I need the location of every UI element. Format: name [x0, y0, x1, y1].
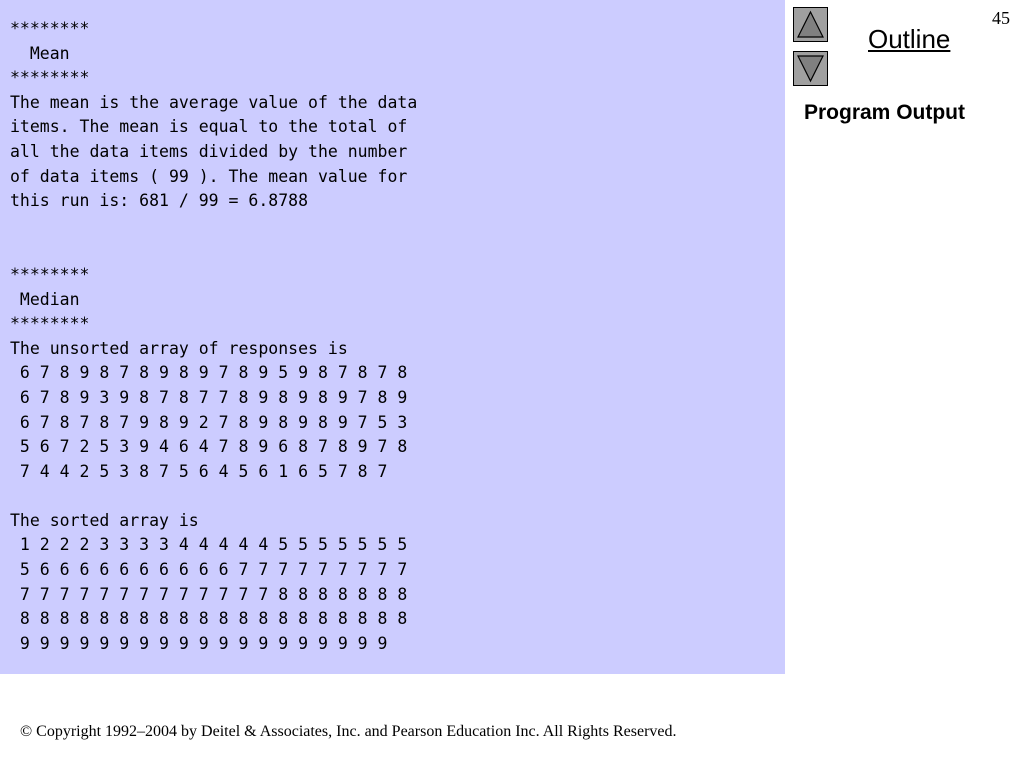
output-line: ******** [10, 314, 90, 334]
output-line: 7 4 4 2 5 3 8 7 5 6 4 5 6 1 6 5 7 8 7 [10, 461, 388, 481]
next-slide-button[interactable] [793, 51, 828, 86]
outline-link[interactable]: Outline [868, 24, 951, 54]
output-line: 8 8 8 8 8 8 8 8 8 8 8 8 8 8 8 8 8 8 8 8 [10, 609, 408, 629]
output-line: ******** [10, 19, 90, 38]
output-line: ******** [10, 264, 90, 284]
output-line: of data items ( 99 ). The mean value for [10, 166, 408, 186]
output-line: The unsorted array of responses is [10, 338, 348, 358]
section-label: Program Output [804, 101, 965, 124]
output-line: all the data items divided by the number [10, 141, 408, 161]
output-line: 7 7 7 7 7 7 7 7 7 7 7 7 7 8 8 8 8 8 8 8 [10, 584, 408, 604]
copyright-notice: © Copyright 1992–2004 by Deitel & Associates, Inc. and Pearson Education Inc. All Rights Reserved. [20, 723, 677, 740]
output-line: Median [10, 289, 80, 309]
triangle-down-icon [795, 53, 826, 84]
previous-slide-button[interactable] [793, 7, 828, 42]
triangle-up-icon [795, 9, 826, 40]
output-line: 1 2 2 2 3 3 3 3 4 4 4 4 4 5 5 5 5 5 5 5 [10, 535, 408, 555]
output-line: items. The mean is equal to the total of [10, 117, 408, 137]
output-line: 6 7 8 9 8 7 8 9 8 9 7 8 9 5 9 8 7 8 7 8 [10, 363, 408, 383]
output-line: Mean [10, 43, 70, 63]
program-output-text [10, 17, 417, 656]
output-line: 5 6 7 2 5 3 9 4 6 4 7 8 9 6 8 7 8 9 7 8 [10, 437, 408, 457]
page-number: 45 [992, 8, 1010, 28]
output-line: The mean is the average value of the data [10, 92, 418, 112]
output-line: this run is: 681 / 99 = 6.8788 [10, 191, 309, 211]
output-line: ******** [10, 68, 90, 88]
output-line: The sorted array is [10, 510, 199, 530]
output-line: 6 7 8 9 3 9 8 7 8 7 7 8 9 8 9 8 9 7 8 9 [10, 387, 408, 407]
output-line: 9 9 9 9 9 9 9 9 9 9 9 9 9 9 9 9 9 9 9 [10, 633, 388, 653]
output-line: 6 7 8 7 8 7 9 8 9 2 7 8 9 8 9 8 9 7 5 3 [10, 412, 408, 432]
output-line: 5 6 6 6 6 6 6 6 6 6 6 7 7 7 7 7 7 7 7 7 [10, 560, 408, 580]
